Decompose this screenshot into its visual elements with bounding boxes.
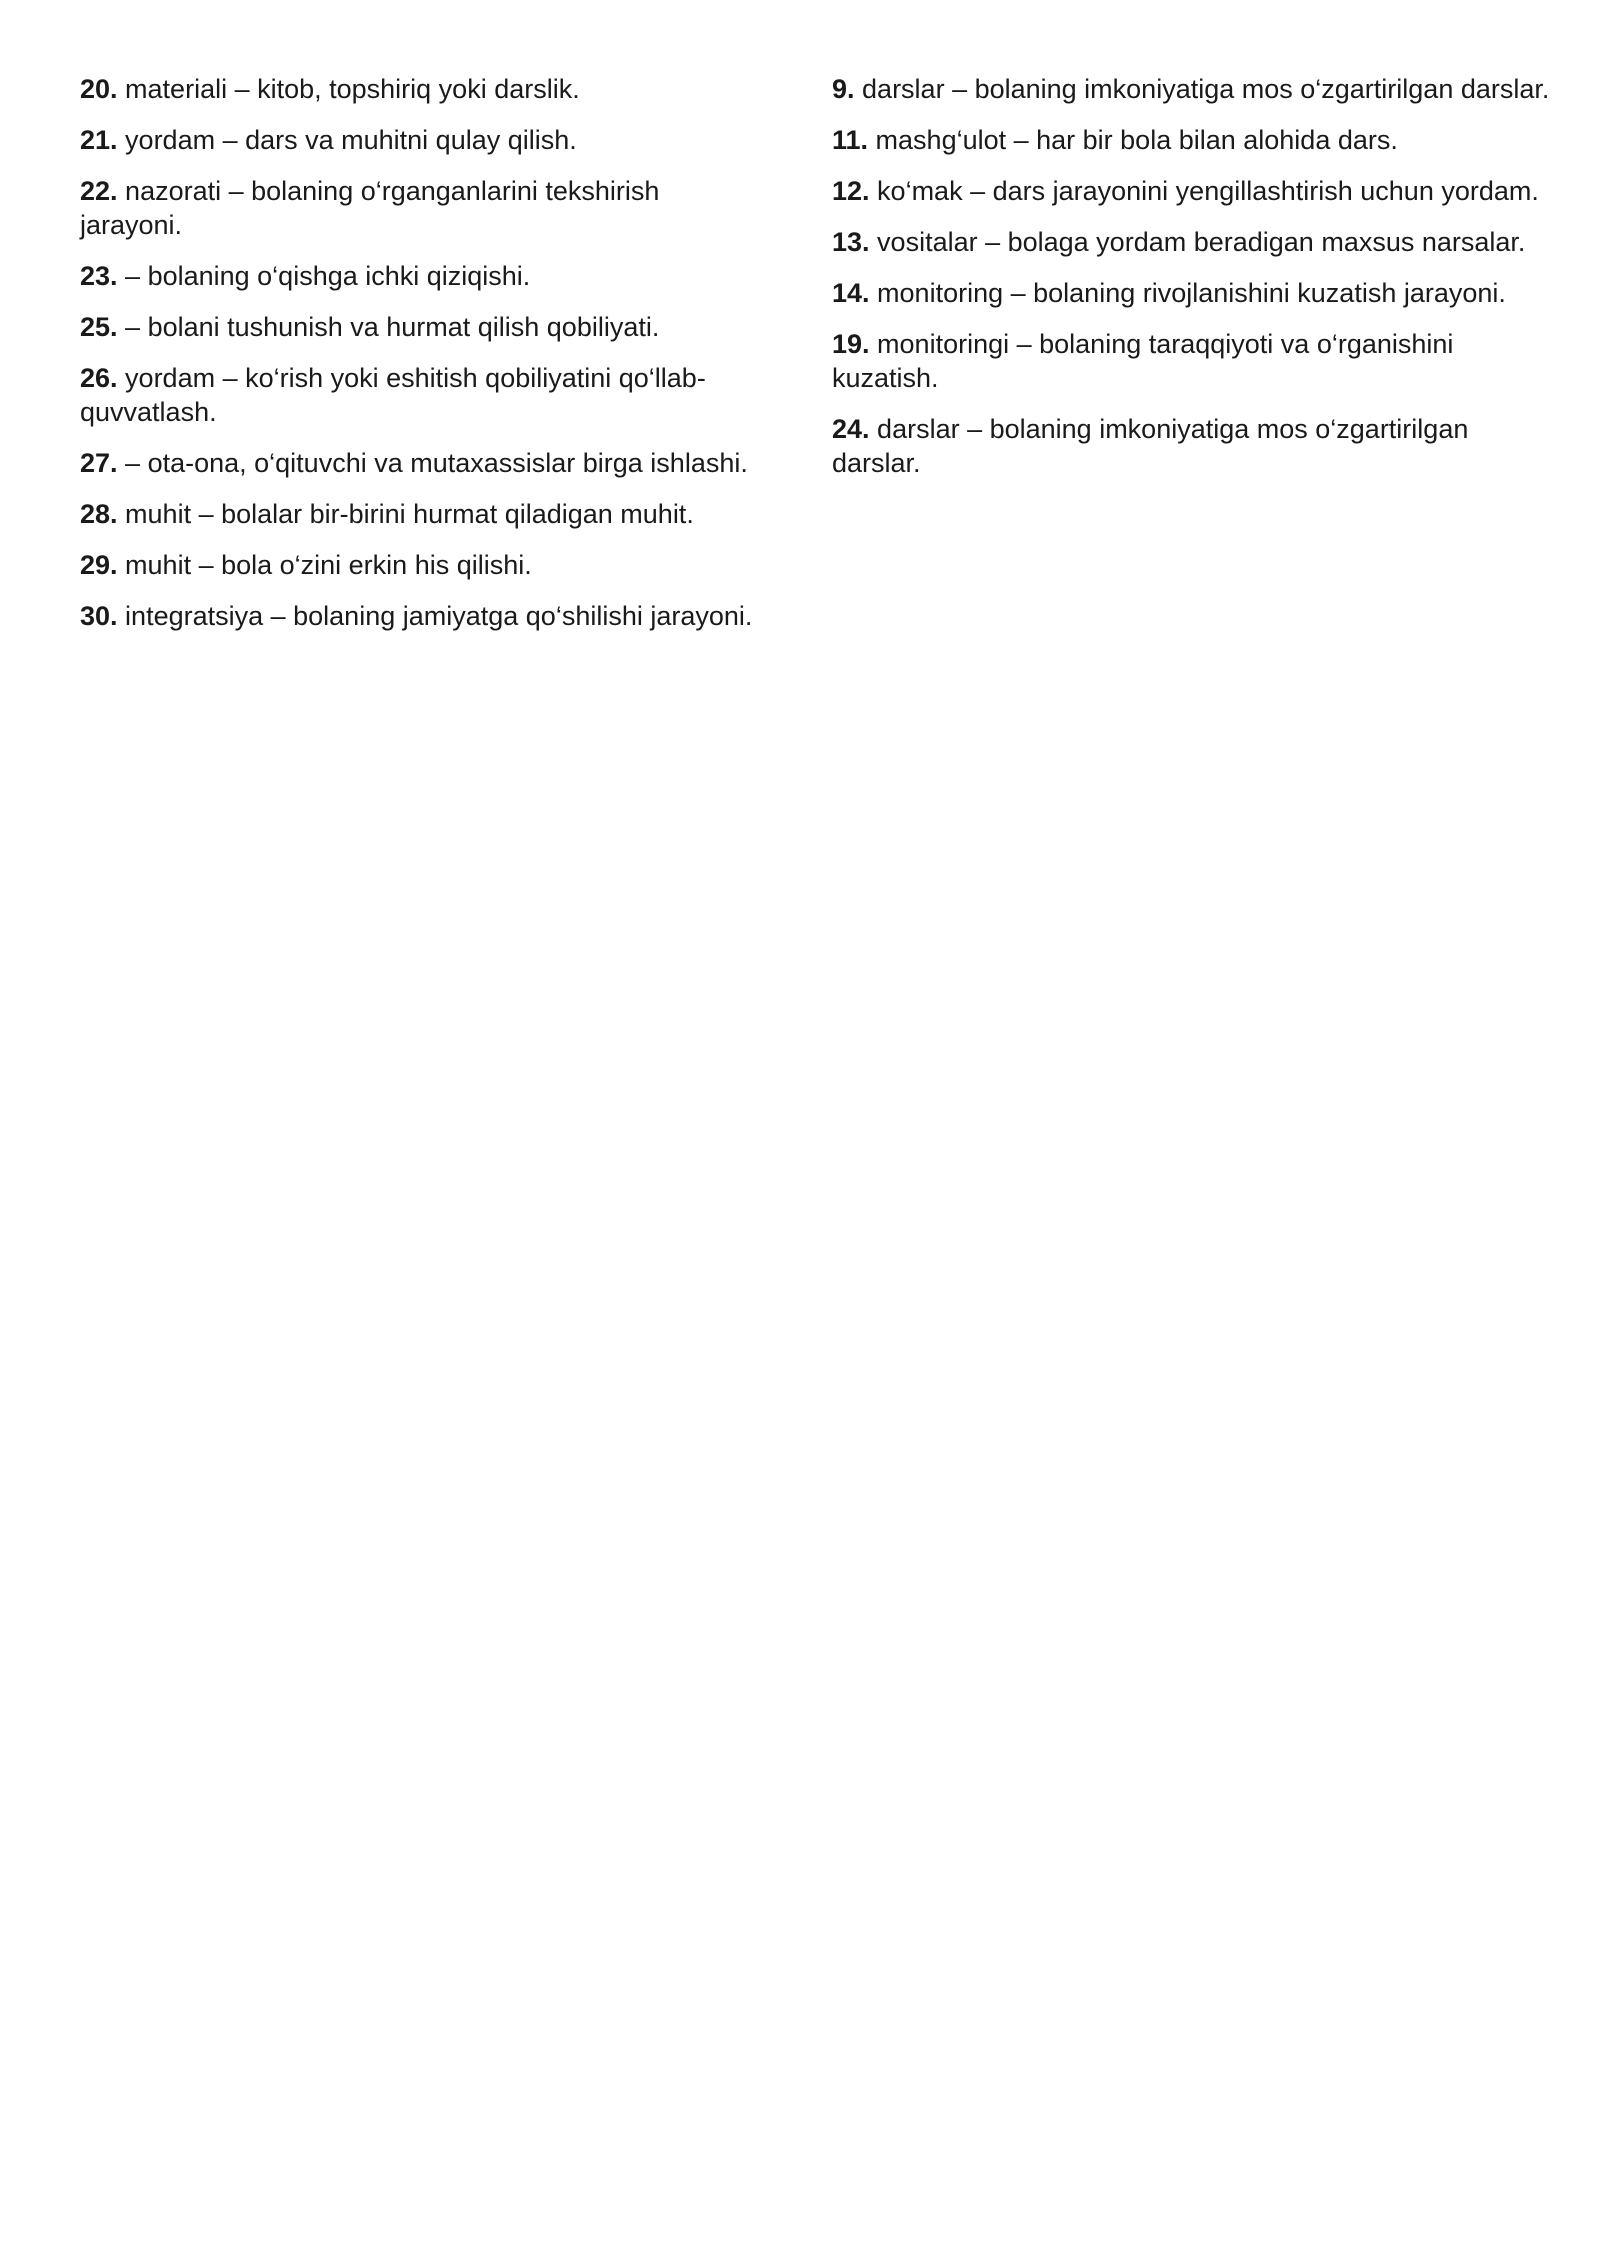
item-text: monitoringi – bolaning taraqqiyoti va o‘rganishini kuzatish. xyxy=(832,329,1454,393)
list-item xyxy=(80,599,760,633)
item-number: 24. xyxy=(832,414,870,444)
item-text: yordam – ko‘rish yoki eshitish qobiliyatini qo‘llab-quvvatlash. xyxy=(80,363,706,427)
list-item xyxy=(832,72,1552,106)
list-item xyxy=(80,361,760,429)
right-column xyxy=(832,72,1552,497)
item-number: 26. xyxy=(80,363,118,393)
item-text: – ota-ona, o‘qituvchi va mutaxassislar birga ishlashi. xyxy=(117,448,748,478)
item-number: 14. xyxy=(832,278,870,308)
item-text: monitoring – bolaning rivojlanishini kuzatish jarayoni. xyxy=(869,278,1506,308)
item-number: 13. xyxy=(832,227,870,257)
item-number: 9. xyxy=(832,74,855,104)
list-item xyxy=(832,174,1552,208)
list-item xyxy=(832,225,1552,259)
list-item xyxy=(80,310,760,344)
item-text: vositalar – bolaga yordam beradigan maxsus narsalar. xyxy=(869,227,1526,257)
list-item xyxy=(80,174,760,242)
item-text: – bolaning o‘qishga ichki qiziqishi. xyxy=(117,261,531,291)
item-text: darslar – bolaning imkoniyatiga mos o‘zgartirilgan darslar. xyxy=(832,414,1469,478)
left-column xyxy=(80,72,760,650)
item-number: 11. xyxy=(832,125,869,155)
list-item xyxy=(832,412,1552,480)
item-number: 22. xyxy=(80,176,118,206)
item-text: mashg‘ulot – har bir bola bilan alohida dars. xyxy=(868,125,1398,155)
item-text: – bolani tushunish va hurmat qilish qobiliyati. xyxy=(117,312,660,342)
list-item xyxy=(832,276,1552,310)
item-text: muhit – bola o‘zini erkin his qilishi. xyxy=(117,550,532,580)
item-number: 29. xyxy=(80,550,118,580)
item-text: darslar – bolaning imkoniyatiga mos o‘zgartirilgan darslar. xyxy=(854,74,1550,104)
item-number: 25. xyxy=(80,312,118,342)
item-number: 23. xyxy=(80,261,118,291)
item-number: 20. xyxy=(80,74,118,104)
item-number: 19. xyxy=(832,329,870,359)
item-text: ko‘mak – dars jarayonini yengillashtirish uchun yordam. xyxy=(869,176,1539,206)
item-number: 28. xyxy=(80,499,118,529)
list-item xyxy=(80,548,760,582)
item-text: nazorati – bolaning o‘rganganlarini tekshirish jarayoni. xyxy=(80,176,660,240)
item-number: 21. xyxy=(80,125,118,155)
list-item xyxy=(832,123,1552,157)
item-number: 12. xyxy=(832,176,870,206)
list-item xyxy=(80,446,760,480)
list-item xyxy=(832,327,1552,395)
item-text: muhit – bolalar bir-birini hurmat qiladigan muhit. xyxy=(117,499,694,529)
item-text: materiali – kitob, topshiriq yoki darslik. xyxy=(117,74,580,104)
item-text: yordam – dars va muhitni qulay qilish. xyxy=(117,125,577,155)
list-item xyxy=(80,497,760,531)
item-number: 30. xyxy=(80,601,118,631)
list-item xyxy=(80,259,760,293)
item-text: integratsiya – bolaning jamiyatga qo‘shilishi jarayoni. xyxy=(117,601,753,631)
list-item xyxy=(80,123,760,157)
list-item xyxy=(80,72,760,106)
item-number: 27. xyxy=(80,448,118,478)
